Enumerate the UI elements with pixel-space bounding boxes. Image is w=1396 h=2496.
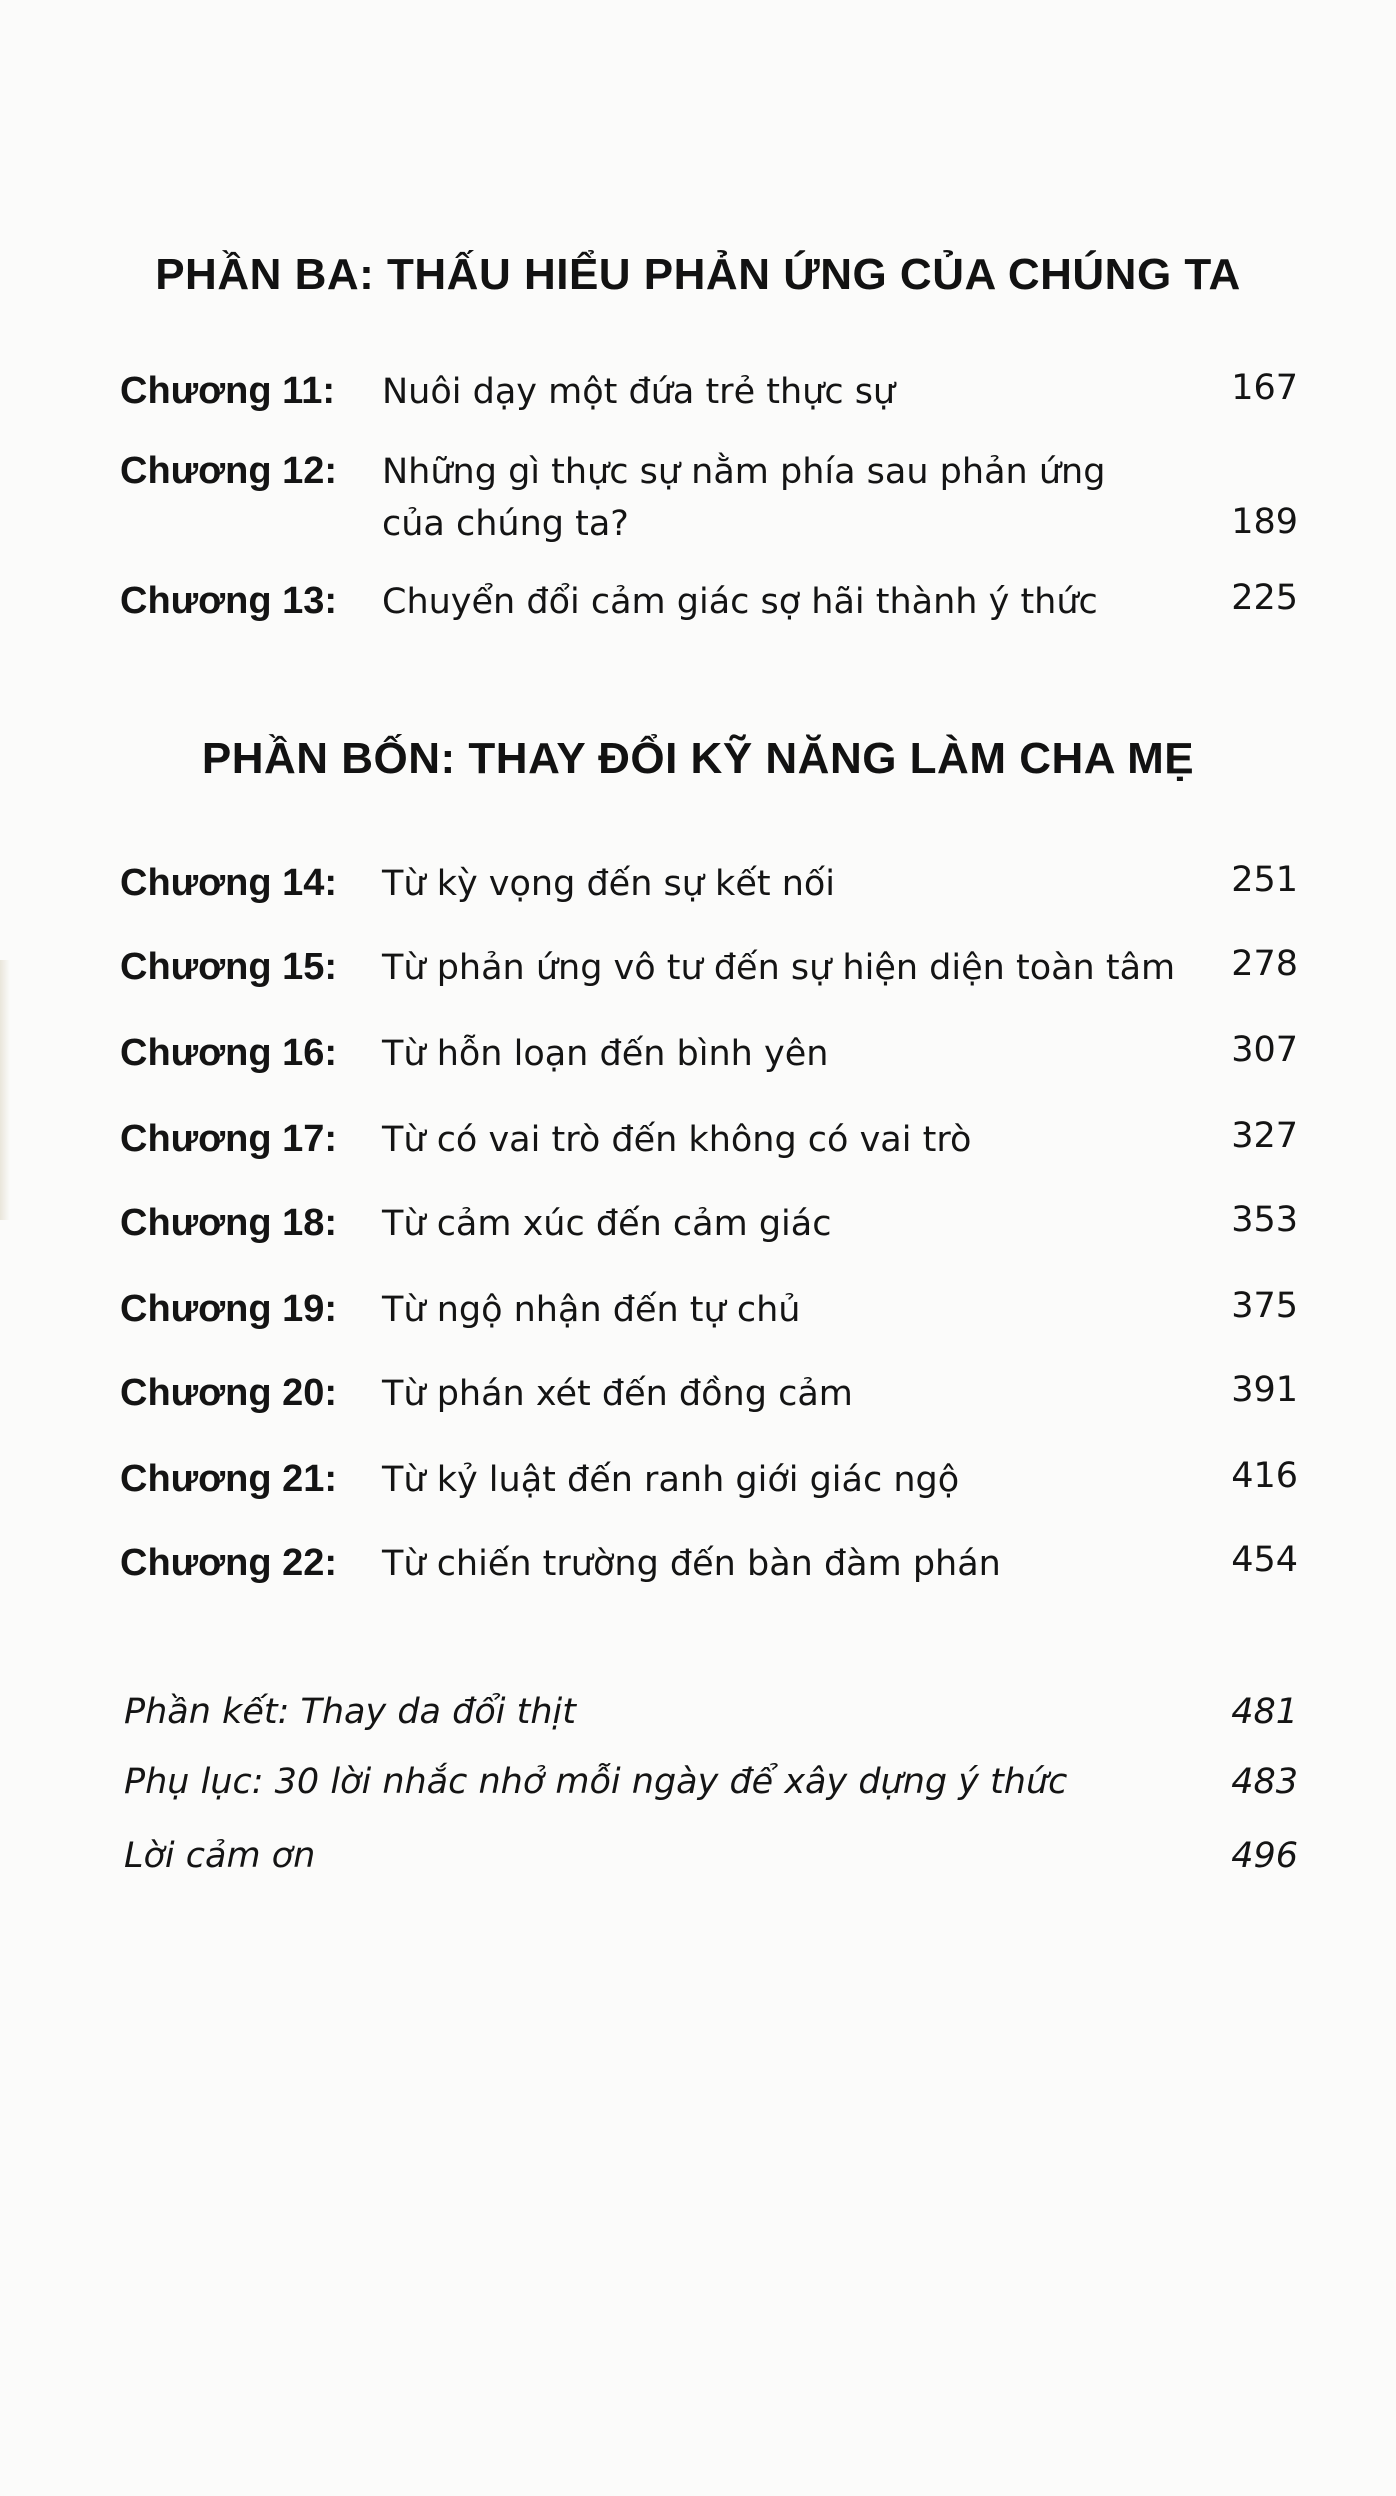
chapter-title: Từ ngộ nhận đến tự chủ: [382, 1290, 801, 1330]
chapter-title-line2: của chúng ta?: [382, 504, 629, 544]
part-three-title: PHẦN BA: THẤU HIỂU PHẢN ỨNG CỦA CHÚNG TA: [155, 250, 1241, 299]
page-number: 375: [1231, 1286, 1298, 1326]
chapter-title: Từ phán xét đến đồng cảm: [382, 1374, 853, 1414]
page-number: 327: [1231, 1116, 1298, 1156]
toc-row-chapter-20[interactable]: [0, 1368, 1396, 1428]
chapter-title: Từ có vai trò đến không có vai trò: [382, 1120, 972, 1160]
part-four-title: PHẦN BỐN: THAY ĐỔI KỸ NĂNG LÀM CHA MẸ: [201, 734, 1195, 783]
page-number: 353: [1231, 1200, 1298, 1240]
toc-row-chapter-17[interactable]: [0, 1114, 1396, 1174]
toc-row-chapter-22[interactable]: [0, 1538, 1396, 1598]
chapter-label: Chương 19:: [120, 1288, 338, 1330]
toc-row-acknowledgements[interactable]: [0, 1836, 1396, 1892]
toc-row-chapter-18[interactable]: [0, 1198, 1396, 1258]
page-number: 167: [1231, 368, 1298, 408]
chapter-label: Chương 18:: [120, 1202, 338, 1244]
chapter-title: Từ kỳ vọng đến sự kết nối: [382, 864, 836, 904]
chapter-title: Từ chiến trường đến bàn đàm phán: [382, 1544, 1001, 1584]
chapter-label: Chương 14:: [120, 862, 338, 904]
chapter-title: Từ phản ứng vô tư đến sự hiện diện toàn tâm: [382, 948, 1176, 988]
page-number: 481: [1231, 1692, 1298, 1732]
chapter-title: Từ hỗn loạn đến bình yên: [382, 1034, 829, 1074]
chapter-title: Từ cảm xúc đến cảm giác: [382, 1204, 832, 1244]
toc-row-epilogue[interactable]: [0, 1692, 1396, 1748]
toc-row-chapter-12[interactable]: [0, 446, 1396, 556]
chapter-label: Chương 13:: [120, 580, 338, 622]
chapter-title: Chuyển đổi cảm giác sợ hãi thành ý thức: [382, 582, 1098, 622]
page-number: 251: [1231, 860, 1298, 900]
page-number: 496: [1231, 1836, 1298, 1876]
page-number: 278: [1231, 944, 1298, 984]
back-matter-title: Phần kết: Thay da đổi thịt: [124, 1692, 576, 1732]
chapter-label: Chương 12:: [120, 450, 338, 492]
toc-row-chapter-11[interactable]: [0, 366, 1396, 426]
back-matter-title: Phụ lục: 30 lời nhắc nhở mỗi ngày để xây dựng ý thức: [124, 1762, 1068, 1802]
chapter-title: Từ kỷ luật đến ranh giới giác ngộ: [382, 1460, 960, 1500]
chapter-title: Những gì thực sự nằm phía sau phản ứng: [382, 452, 1106, 492]
toc-row-chapter-16[interactable]: [0, 1028, 1396, 1088]
page-number: 225: [1231, 578, 1298, 618]
chapter-label: Chương 11:: [120, 370, 335, 412]
toc-row-chapter-13[interactable]: [0, 576, 1396, 636]
toc-row-chapter-21[interactable]: [0, 1454, 1396, 1514]
chapter-label: Chương 20:: [120, 1372, 338, 1414]
toc-row-chapter-15[interactable]: [0, 942, 1396, 1002]
chapter-label: Chương 15:: [120, 946, 338, 988]
page-number: 454: [1231, 1540, 1298, 1580]
back-matter-title: Lời cảm ơn: [124, 1836, 316, 1876]
chapter-label: Chương 22:: [120, 1542, 338, 1584]
page-number: 307: [1231, 1030, 1298, 1070]
toc-row-appendix[interactable]: [0, 1762, 1396, 1818]
page-number: 189: [1231, 502, 1298, 542]
page-number: 391: [1231, 1370, 1298, 1410]
chapter-title: Nuôi dạy một đứa trẻ thực sự: [382, 372, 896, 412]
page-number: 483: [1231, 1762, 1298, 1802]
chapter-label: Chương 21:: [120, 1458, 338, 1500]
page-number: 416: [1231, 1456, 1298, 1496]
chapter-label: Chương 16:: [120, 1032, 338, 1074]
chapter-label: Chương 17:: [120, 1118, 338, 1160]
toc-row-chapter-19[interactable]: [0, 1284, 1396, 1344]
toc-row-chapter-14[interactable]: [0, 858, 1396, 918]
